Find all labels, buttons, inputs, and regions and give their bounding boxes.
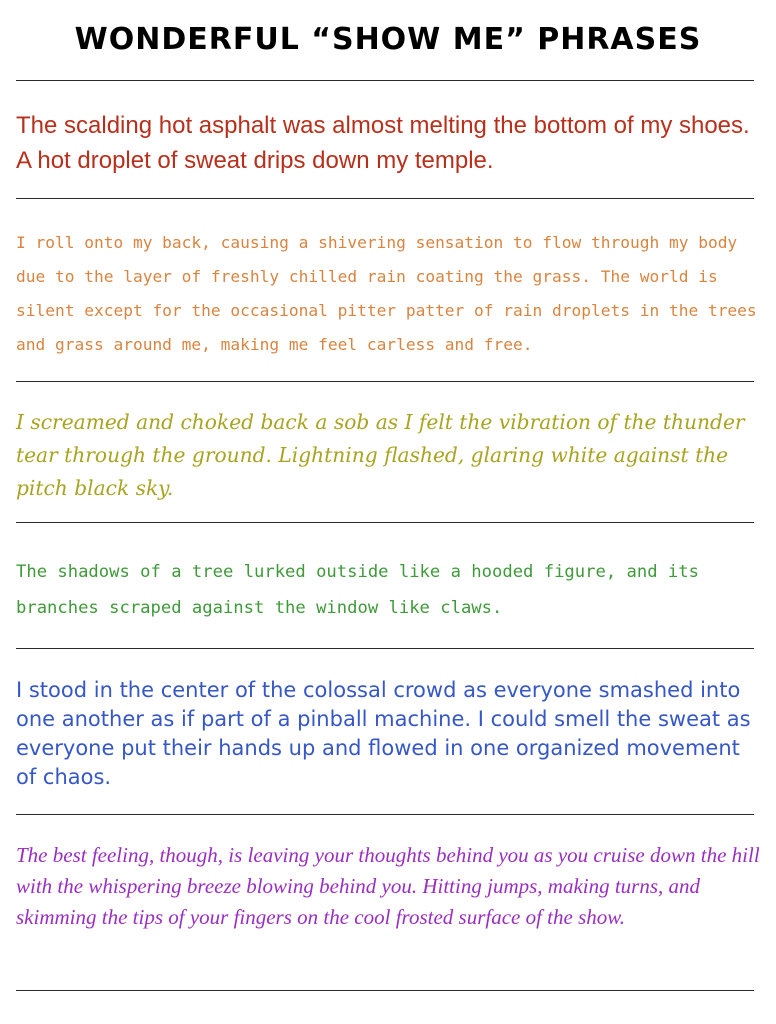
phrase-5: I stood in the center of the colossal crowd as everyone smashed into one another as if part of a pinball machine. I could smell the sweat as everyone put their hands up and flowed in one organized movement of chaos. bbox=[16, 678, 751, 789]
phrase-3: I screamed and choked back a sob as I felt the vibration of the thunder tear through the ground. Lightning flashed, glaring white against the pitch black sky. bbox=[16, 410, 745, 500]
phrase-1: The scalding hot asphalt was almost melting the bottom of my shoes. A hot droplet of sweat drips down my temple. bbox=[16, 112, 750, 174]
divider-line bbox=[16, 814, 754, 815]
page-title: WONDERFUL “SHOW ME” PHRASES bbox=[74, 22, 702, 57]
divider-line bbox=[16, 80, 754, 81]
divider-line bbox=[16, 990, 754, 991]
divider-line bbox=[16, 522, 754, 523]
divider-line bbox=[16, 648, 754, 649]
phrase-6: The best feeling, though, is leaving your thoughts behind you as you cruise down the hill with the whispering breeze blowing behind you. Hitting jumps, making turns, and skimming the tips of your fingers on the cool frosted surface of the show. bbox=[16, 843, 760, 929]
divider-line bbox=[16, 198, 754, 199]
phrase-2: I roll onto my back, causing a shivering sensation to flow through my body due to the layer of freshly chilled rain coating the grass. The world is silent except for the occasional pitter patter of rain droplets in the trees and grass around me, making me feel carless and free. bbox=[16, 233, 757, 354]
phrase-4: The shadows of a tree lurked outside like a hooded figure, and its branches scraped against the window like claws. bbox=[16, 562, 699, 618]
divider-line bbox=[16, 381, 754, 382]
